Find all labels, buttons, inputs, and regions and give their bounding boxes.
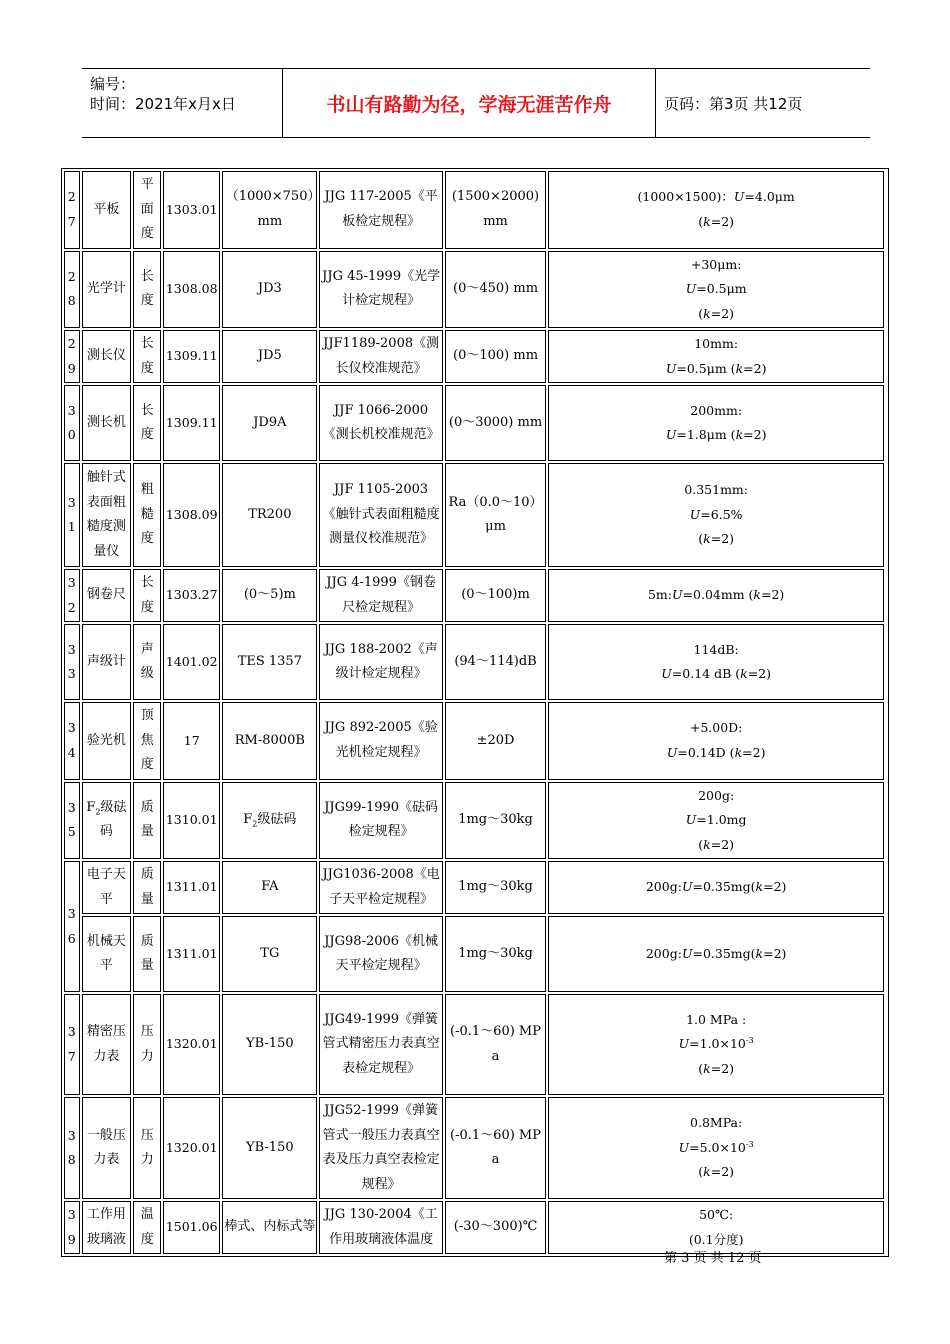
page-footer: 第 3 页 共 12 页 [664, 1251, 762, 1266]
uncertainty: +30μm: U=0.5μm (k=2) [548, 251, 884, 329]
standard-basis: JJF1189-2008《测长仪校准规范》 [319, 330, 442, 383]
uncertainty: 200g:U=0.35mg(k=2) [548, 861, 884, 914]
standard-basis: JJF 1105-2003《触针式表面粗糙度测量仪校准规范》 [319, 463, 442, 567]
row-number: 32 [64, 569, 80, 622]
table-row [64, 702, 886, 780]
model-spec: FA [222, 861, 317, 914]
measured-parameter: 长度 [133, 330, 161, 383]
time-label: 时间：2021年x月x日 [90, 95, 236, 113]
row-number: 33 [64, 624, 80, 700]
standard-basis: JJG 188-2002《声级计检定规程》 [319, 624, 442, 700]
header-meta [82, 69, 282, 137]
table-row [64, 994, 886, 1095]
category-code: 1401.02 [163, 624, 220, 700]
header-page-label: 页码：第3页 共12页 [664, 95, 803, 113]
instrument-name: 验光机 [82, 702, 132, 780]
measured-parameter: 长度 [133, 569, 161, 622]
instrument-name: 精密压力表 [82, 994, 132, 1095]
uncertainty: 5m:U=0.04mm (k=2) [548, 569, 884, 622]
model-spec: JD3 [222, 251, 317, 329]
row-number: 36 [64, 861, 80, 992]
standard-basis: JJG 45-1999《光学计检定规程》 [319, 251, 442, 329]
measuring-range: (-30～300)℃ [445, 1201, 547, 1254]
table-row [64, 916, 886, 992]
instrument-name: 声级计 [82, 624, 132, 700]
uncertainty: (1000×1500)：U=4.0μm (k=2) [548, 171, 884, 249]
uncertainty: 0.8MPa: $U=5.0\times 10^{-3}$ (k=2) [548, 1097, 884, 1199]
row-number: 28 [64, 251, 80, 329]
table-row [64, 330, 886, 383]
measuring-range: (-0.1～60) MPa [445, 1097, 547, 1199]
category-code: 1311.01 [163, 861, 220, 914]
model-spec: $F_2$级砝码 [222, 782, 317, 860]
model-spec: JD9A [222, 385, 317, 461]
model-spec: TES 1357 [222, 624, 317, 700]
measuring-range: (0～450) mm [445, 251, 547, 329]
measuring-range: (0～100) mm [445, 330, 547, 383]
category-code: 1309.11 [163, 330, 220, 383]
row-number: 27 [64, 171, 80, 249]
model-spec: TR200 [222, 463, 317, 567]
measured-parameter: 质量 [133, 861, 161, 914]
standard-basis: JJG99-1990《砝码检定规程》 [319, 782, 442, 860]
row-number: 31 [64, 463, 80, 567]
measuring-range: Ra（0.0～10）μm [445, 463, 547, 567]
table-row [64, 463, 886, 567]
instrument-name: 机械天平 [82, 916, 132, 992]
model-spec: JD5 [222, 330, 317, 383]
uncertainty: +5.00D: U=0.14D (k=2) [548, 702, 884, 780]
uncertainty: 0.351mm: U=6.5% (k=2) [548, 463, 884, 567]
category-code: 1320.01 [163, 1097, 220, 1199]
measuring-range: 1mg～30kg [445, 861, 547, 914]
standard-basis: JJG49-1999《弹簧管式精密压力表真空表检定规程》 [319, 994, 442, 1095]
measuring-range: (-0.1～60) MPa [445, 994, 547, 1095]
table-row [64, 251, 886, 329]
instrument-name: 工作用玻璃液 [82, 1201, 132, 1254]
measured-parameter: 声级 [133, 624, 161, 700]
header-divider [655, 69, 656, 137]
measured-parameter: 长度 [133, 385, 161, 461]
measuring-range: (94～114)dB [445, 624, 547, 700]
instrument-name: 平板 [82, 171, 132, 249]
table-row [64, 861, 886, 914]
standard-basis: JJG 117-2005《平板检定规程》 [319, 171, 442, 249]
measuring-range: (0～3000) mm [445, 385, 547, 461]
table-row [64, 1201, 886, 1254]
standard-basis: JJG 4-1999《钢卷尺检定规程》 [319, 569, 442, 622]
category-code: 1308.09 [163, 463, 220, 567]
uncertainty: 1.0 MPa : $U=1.0\times 10^{-3}$ (k=2) [548, 994, 884, 1095]
uncertainty: 50℃: (0.1分度) [548, 1201, 884, 1254]
measured-parameter: 质量 [133, 916, 161, 992]
measured-parameter: 温度 [133, 1201, 161, 1254]
measured-parameter: 平面度 [133, 171, 161, 249]
table-row [64, 782, 886, 860]
uncertainty: 200g:U=0.35mg(k=2) [548, 916, 884, 992]
table-row [64, 1097, 886, 1199]
model-spec: (0～5)m [222, 569, 317, 622]
model-spec: YB-150 [222, 1097, 317, 1199]
instrument-name: $F_2$级砝码 [82, 782, 132, 860]
standard-basis: JJG1036-2008《电子天平检定规程》 [319, 861, 442, 914]
row-number: 29 [64, 330, 80, 383]
calibration-table [61, 168, 889, 1257]
uncertainty: 114dB: U=0.14 dB (k=2) [548, 624, 884, 700]
category-code: 17 [163, 702, 220, 780]
model-spec: （1000×750）mm [222, 171, 317, 249]
uncertainty: 200g: U=1.0mg (k=2) [548, 782, 884, 860]
measuring-range: 1mg～30kg [445, 782, 547, 860]
measured-parameter: 粗糙度 [133, 463, 161, 567]
instrument-name: 钢卷尺 [82, 569, 132, 622]
number-label: 编号： [90, 75, 136, 93]
table-row [64, 171, 886, 249]
measuring-range: (1500×2000)mm [445, 171, 547, 249]
standard-basis: JJF 1066-2000《测长机校准规范》 [319, 385, 442, 461]
table-row [64, 624, 886, 700]
row-number: 34 [64, 702, 80, 780]
model-spec: 棒式、内标式等 [222, 1201, 317, 1254]
category-code: 1310.01 [163, 782, 220, 860]
instrument-name: 光学计 [82, 251, 132, 329]
standard-basis: JJG52-1999《弹簧管式一般压力表真空表及压力真空表检定规程》 [319, 1097, 442, 1199]
measured-parameter: 压力 [133, 994, 161, 1095]
row-number: 30 [64, 385, 80, 461]
category-code: 1311.01 [163, 916, 220, 992]
instrument-name: 一般压力表 [82, 1097, 132, 1199]
header-motto: 书山有路勤为径，学海无涯苦作舟 [326, 93, 612, 116]
instrument-name: 测长仪 [82, 330, 132, 383]
model-spec: YB-150 [222, 994, 317, 1095]
instrument-name: 测长机 [82, 385, 132, 461]
measured-parameter: 质量 [133, 782, 161, 860]
row-number: 38 [64, 1097, 80, 1199]
category-code: 1303.27 [163, 569, 220, 622]
measured-parameter: 长度 [133, 251, 161, 329]
standard-basis: JJG 130-2004《工作用玻璃液体温度 [319, 1201, 442, 1254]
category-code: 1309.11 [163, 385, 220, 461]
row-number: 35 [64, 782, 80, 860]
category-code: 1501.06 [163, 1201, 220, 1254]
model-spec: RM-8000B [222, 702, 317, 780]
standard-basis: JJG 892-2005《验光机检定规程》 [319, 702, 442, 780]
measured-parameter: 压力 [133, 1097, 161, 1199]
page-header [82, 68, 870, 138]
instrument-name: 电子天平 [82, 861, 132, 914]
uncertainty: 10mm: U=0.5μm (k=2) [548, 330, 884, 383]
measuring-range: 1mg～30kg [445, 916, 547, 992]
row-number: 37 [64, 994, 80, 1095]
uncertainty: 200mm: U=1.8μm (k=2) [548, 385, 884, 461]
measured-parameter: 顶焦度 [133, 702, 161, 780]
table-row [64, 385, 886, 461]
category-code: 1320.01 [163, 994, 220, 1095]
table-row [64, 569, 886, 622]
model-spec: TG [222, 916, 317, 992]
row-number: 39 [64, 1201, 80, 1254]
category-code: 1308.08 [163, 251, 220, 329]
standard-basis: JJG98-2006《机械天平检定规程》 [319, 916, 442, 992]
instrument-name: 触针式表面粗糙度测量仪 [82, 463, 132, 567]
category-code: 1303.01 [163, 171, 220, 249]
measuring-range: (0～100)m [445, 569, 547, 622]
measuring-range: ±20D [445, 702, 547, 780]
